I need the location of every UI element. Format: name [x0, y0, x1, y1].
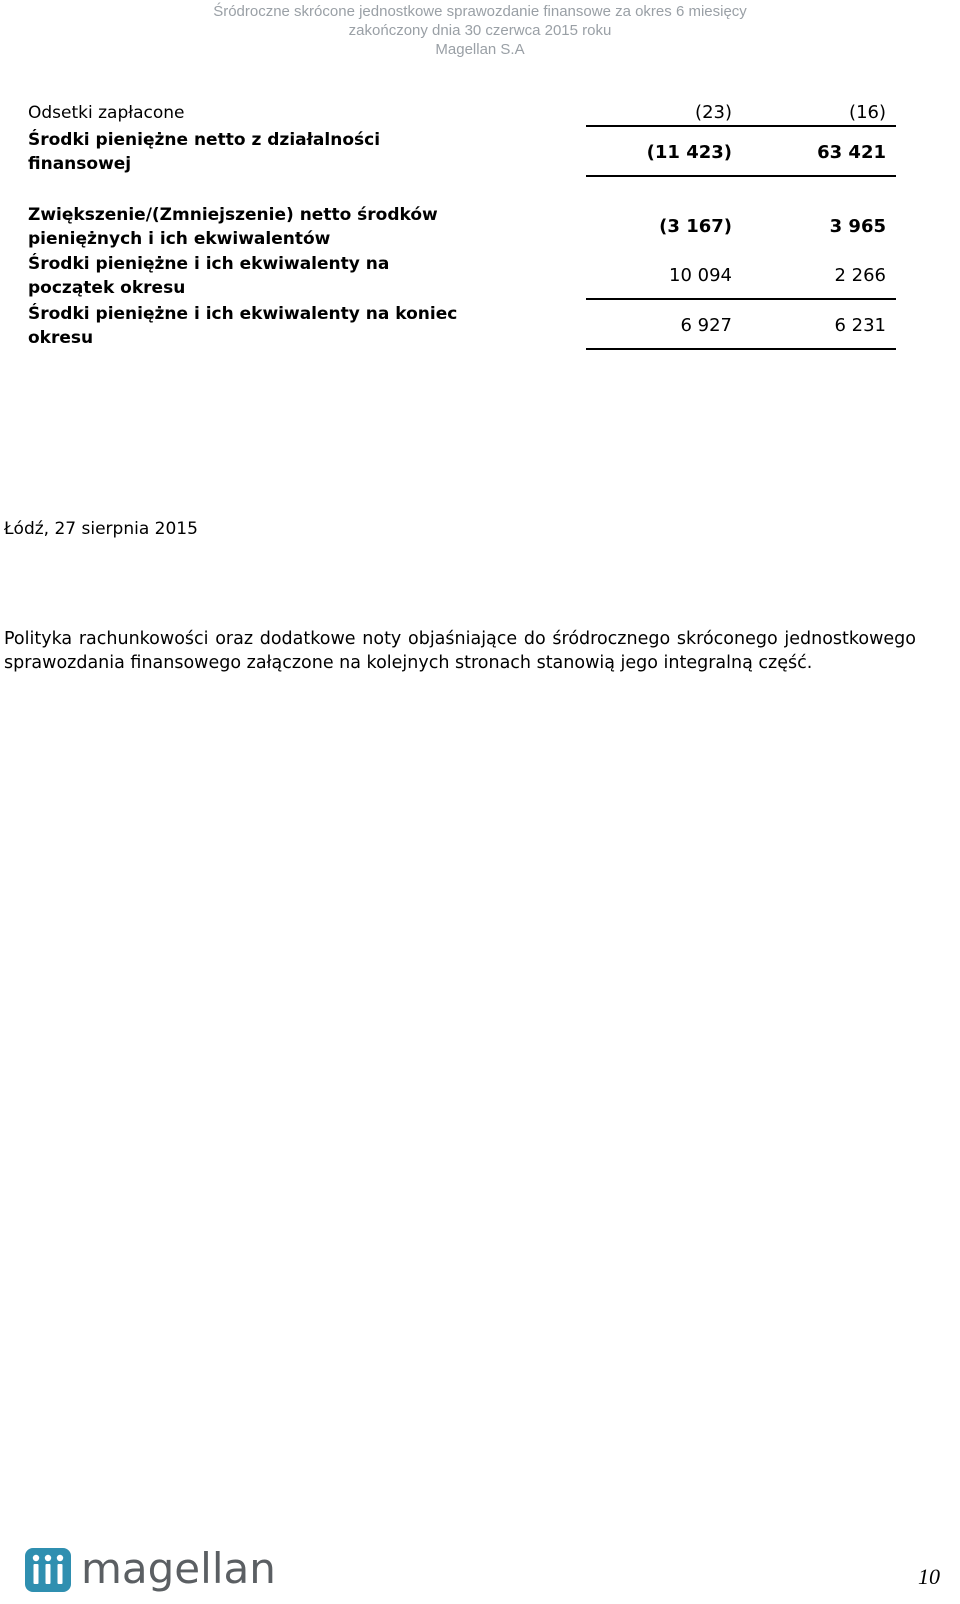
- row-value-previous: 6 231: [834, 315, 886, 336]
- row-label-net-financing-cont: finansowej: [28, 154, 132, 174]
- page-number: 10: [918, 1564, 940, 1589]
- row-label-interest-paid: Odsetki zapłacone: [28, 103, 185, 123]
- company-logo: [25, 1544, 276, 1596]
- logo-mark-icon: [25, 1548, 71, 1592]
- row-value-current: 6 927: [680, 315, 732, 336]
- row-value-previous: 63 421: [817, 142, 886, 163]
- logo-wordmark: magellan: [81, 1544, 276, 1593]
- table-rule: [586, 175, 896, 177]
- row-value-current: 10 094: [669, 265, 732, 286]
- row-value-current: (23): [695, 102, 732, 123]
- row-label-closing-cash: Środki pieniężne i ich ekwiwalenty na koniec: [28, 304, 458, 324]
- header-title-line1: Śródroczne skrócone jednostkowe sprawozdanie finansowe za okres 6 miesięcy: [213, 3, 747, 20]
- header-title-line2: zakończony dnia 30 czerwca 2015 roku: [348, 22, 612, 39]
- header-company: Magellan S.A: [435, 41, 525, 58]
- row-label-opening-cash-cont: początek okresu: [28, 278, 186, 298]
- table-rule: [586, 125, 896, 127]
- row-value-previous: 3 965: [829, 216, 886, 237]
- row-label-opening-cash: Środki pieniężne i ich ekwiwalenty na: [28, 254, 390, 274]
- row-value-previous: 2 266: [834, 265, 886, 286]
- place-date: Łódź, 27 sierpnia 2015: [4, 519, 198, 539]
- row-value-current: (3 167): [659, 216, 732, 237]
- table-rule: [586, 298, 896, 300]
- row-value-previous: (16): [849, 102, 886, 123]
- row-label-net-change-cont: pieniężnych i ich ekwiwalentów: [28, 229, 331, 249]
- row-label-net-change: Zwiększenie/(Zmniejszenie) netto środków: [28, 205, 438, 225]
- row-label-net-financing: Środki pieniężne netto z działalności: [28, 130, 381, 150]
- table-rule: [586, 348, 896, 350]
- row-label-closing-cash-cont: okresu: [28, 328, 94, 348]
- accounting-policy-note: Polityka rachunkowości oraz dodatkowe noty objaśniające do śródrocznego skróconego jednostkowego sprawozdania finansowego załączone na kolejnych stronach stanowią jego integralną część.: [4, 629, 916, 673]
- row-value-current: (11 423): [646, 142, 732, 163]
